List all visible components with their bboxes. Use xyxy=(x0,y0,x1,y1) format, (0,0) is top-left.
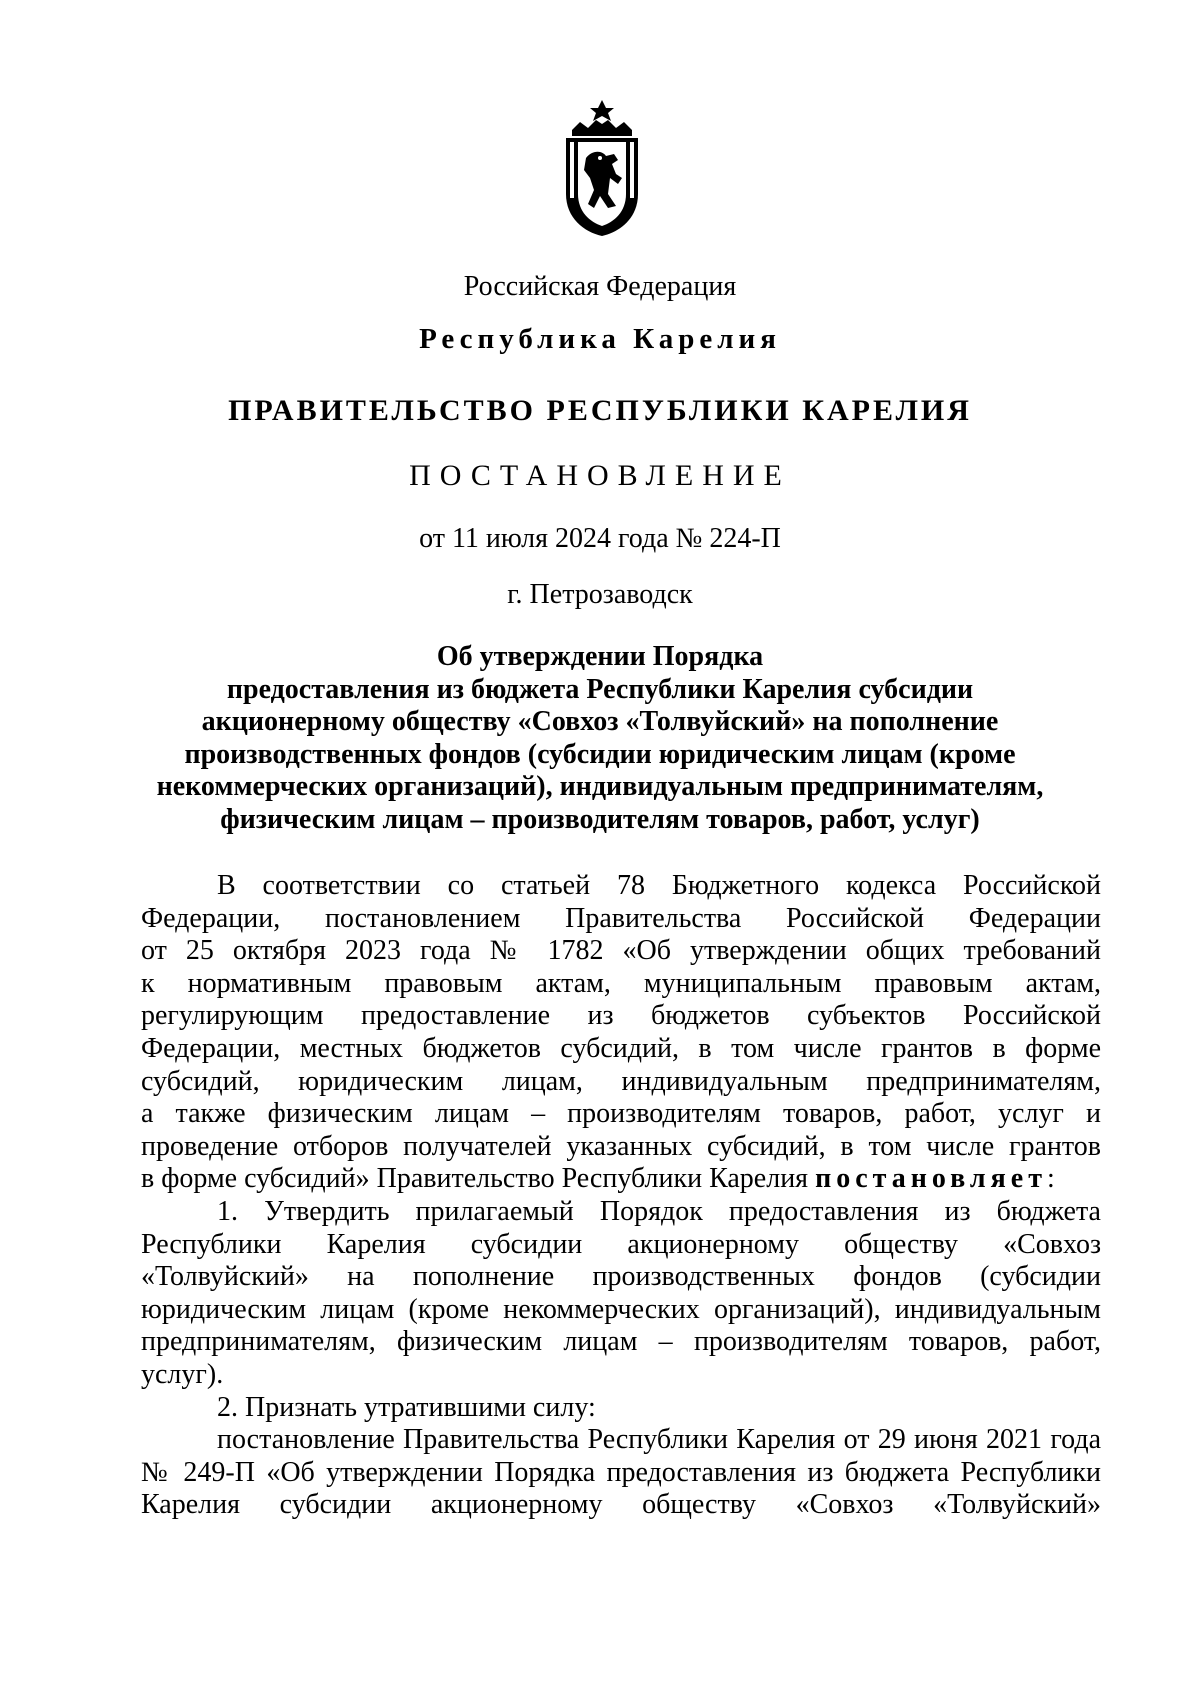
title-line: производственных фондов (субсидии юридическим лицам (кроме xyxy=(184,738,1016,770)
title-line: Об утверждении Порядка xyxy=(436,641,764,672)
karelia-coat-of-arms-icon xyxy=(560,98,644,238)
body-line: регулирующим предоставление из бюджетов субъектов Российской xyxy=(141,1000,1101,1032)
document-body xyxy=(141,870,1101,1522)
body-line: субсидий, юридическим лицам, индивидуальным предпринимателям, xyxy=(141,1065,1101,1097)
body-line: 2. Признать утратившими силу: xyxy=(217,1391,596,1423)
body-line: к нормативным правовым актам, муниципальным правовым актам, xyxy=(141,967,1101,999)
body-line: услуг). xyxy=(141,1358,224,1390)
body-line: Республики Карелия субсидии акционерному обществу «Совхоз xyxy=(141,1228,1101,1260)
body-line: «Толвуйский» на пополнение производственных фондов (субсидии xyxy=(141,1261,1101,1293)
body-line: Федерации, местных бюджетов субсидий, в том числе грантов в форме xyxy=(141,1032,1101,1064)
document-city: г. Петрозаводск xyxy=(507,579,693,610)
body-line: юридическим лицам (кроме некоммерческих организаций), индивидуальным xyxy=(141,1293,1101,1325)
body-line: постановление Правительства Республики Карелия от 29 июня 2021 года xyxy=(217,1424,1101,1456)
body-line: а также физическим лицам – производителям товаров, работ, услуг и xyxy=(141,1098,1101,1130)
resolves-keyword: постановляет xyxy=(815,1163,1047,1195)
body-line: В соответствии со статьей 78 Бюджетного кодекса Российской xyxy=(217,870,1101,901)
document-title xyxy=(140,641,1060,836)
title-line: предоставления из бюджета Республики Карелия субсидии xyxy=(226,673,974,705)
body-line: предпринимателям, физическим лицам – производителям товаров, работ, xyxy=(141,1326,1101,1358)
title-line: физическим лицам – производителям товаров, работ, услуг) xyxy=(220,803,980,835)
resolution-intro: в форме субсидий» Правительство Республики Карелия xyxy=(141,1163,809,1195)
body-line: от 25 октября 2023 года № 1782 «Об утверждении общих требований xyxy=(141,935,1101,967)
body-line: Карелия субсидии акционерному обществу «Совхоз «Толвуйский» xyxy=(141,1489,1101,1521)
issuing-authority: ПРАВИТЕЛЬСТВО РЕСПУБЛИКИ КАРЕЛИЯ xyxy=(228,394,972,427)
document-type: ПОСТАНОВЛЕНИЕ xyxy=(409,459,791,492)
title-line: акционерному обществу «Совхоз «Толвуйский» на пополнение xyxy=(201,706,999,737)
body-line: 1. Утвердить прилагаемый Порядок предоставления из бюджета xyxy=(217,1195,1101,1227)
republic-name: Республика Карелия xyxy=(419,323,781,355)
body-line: № 249-П «Об утверждении Порядка предоставления из бюджета Республики xyxy=(141,1456,1101,1488)
body-line: проведение отборов получателей указанных субсидий, в том числе грантов xyxy=(141,1130,1101,1162)
body-line: Федерации, постановлением Правительства Российской Федерации xyxy=(141,902,1101,934)
document-date-number: от 11 июля 2024 года № 224-П xyxy=(419,523,781,554)
title-line: некоммерческих организаций), индивидуальным предпринимателям, xyxy=(156,771,1044,802)
body-line-resolution xyxy=(141,1163,1101,1196)
country-name: Российская Федерация xyxy=(463,271,737,302)
resolution-colon: : xyxy=(1046,1163,1055,1195)
